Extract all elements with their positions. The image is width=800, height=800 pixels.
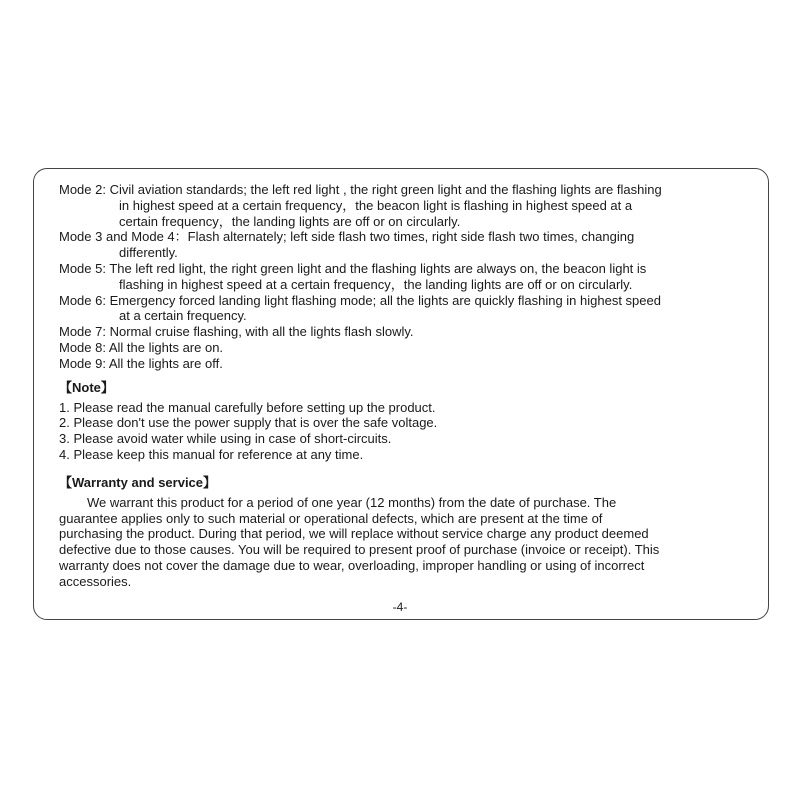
note-item: 4. Please keep this manual for reference at any time.: [59, 446, 364, 462]
mode-line: Mode 9: All the lights are off.: [59, 355, 223, 371]
mode-line: Mode 7: Normal cruise flashing, with all the lights flash slowly.: [59, 324, 414, 340]
mode-7: [59, 324, 719, 340]
mode-line: Mode 5: The left red light, the right green light and the flashing lights are always on, the beacon light is: [59, 260, 647, 276]
warranty-line: guarantee applies only to such material or operational defects, which are present at the time of: [59, 510, 603, 526]
mode-3-4: [59, 229, 719, 261]
warranty-line: purchasing the product. During that period, we will replace without service charge any product deemed: [59, 526, 649, 542]
warranty-line: defective due to those causes. You will be required to present proof of purchase (invoice or receipt). This: [59, 542, 660, 558]
note-item: 1. Please read the manual carefully before setting up the product.: [59, 399, 436, 415]
note-list: [59, 400, 719, 463]
mode-9: [59, 356, 719, 372]
mode-line: in highest speed at a certain frequency，the beacon light is flashing in highest speed at a: [119, 197, 633, 213]
mode-line: Mode 8: All the lights are on.: [59, 339, 224, 355]
note-item: 2. Please don't use the power supply that is over the safe voltage.: [59, 415, 438, 431]
mode-line: at a certain frequency.: [119, 308, 247, 324]
warranty-line: We warrant this product for a period of one year (12 months) from the date of purchase. The: [87, 494, 617, 510]
mode-line: Mode 3 and Mode 4：Flash alternately; left side flash two times, right side flash two times, changing: [59, 229, 635, 245]
mode-line: certain frequency，the landing lights are off or on circularly.: [119, 213, 461, 229]
mode-5: [59, 261, 719, 293]
manual-content: [59, 182, 719, 590]
mode-2: [59, 182, 719, 229]
warranty-line: accessories.: [59, 573, 132, 589]
modes-list: [59, 182, 719, 372]
warranty-heading: 【Warranty and service】: [59, 474, 217, 490]
mode-line: differently.: [119, 245, 178, 261]
note-item: 3. Please avoid water while using in case of short-circuits.: [59, 431, 392, 447]
mode-8: [59, 340, 719, 356]
mode-line: Mode 6: Emergency forced landing light flashing mode; all the lights are quickly flashing in highest speed: [59, 292, 661, 308]
mode-6: [59, 293, 719, 325]
warranty-line: warranty does not cover the damage due to wear, overloading, improper handling or using of incorrect: [59, 557, 645, 573]
page-number: -4-: [392, 600, 408, 614]
mode-line: Mode 2: Civil aviation standards; the left red light , the right green light and the flashing lights are flashing: [59, 182, 662, 197]
note-heading: 【Note】: [59, 379, 114, 395]
warranty-paragraph: [59, 495, 719, 590]
mode-line: flashing in highest speed at a certain frequency，the landing lights are off or on circularly.: [119, 276, 633, 292]
